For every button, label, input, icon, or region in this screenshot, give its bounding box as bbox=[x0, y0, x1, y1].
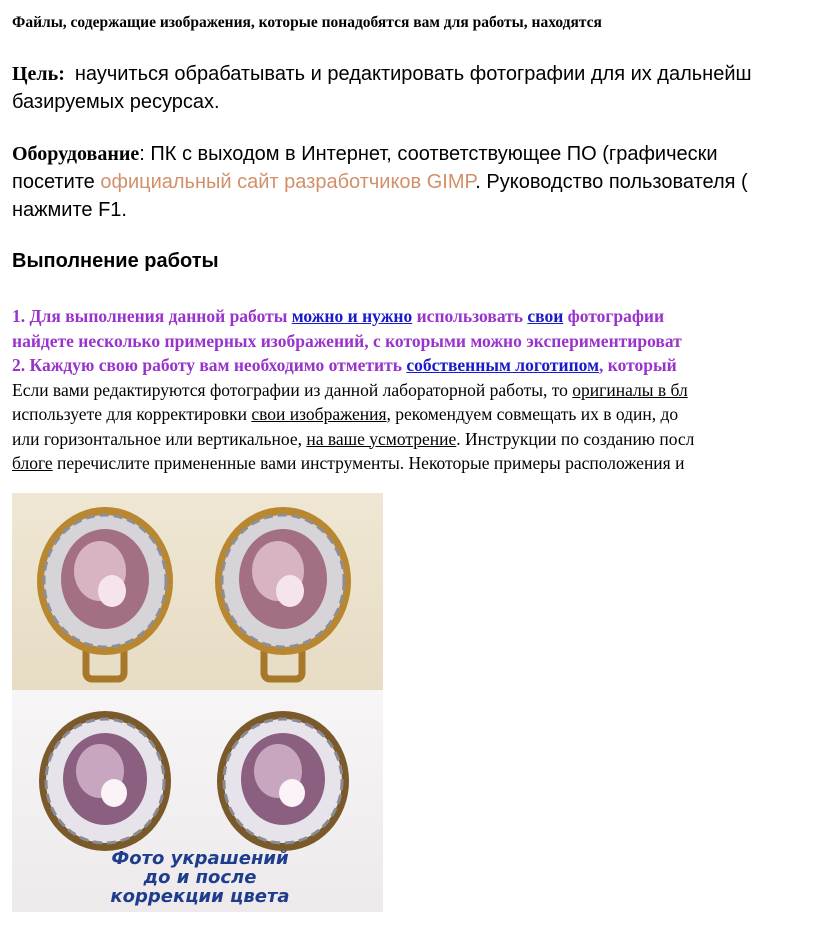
instruction-2-text-a: 2. Каждую свою работу вам необходимо отметить bbox=[12, 355, 402, 375]
instructions-block bbox=[12, 304, 694, 476]
earring-image-top-left bbox=[30, 501, 180, 686]
instruction-line5-text-a: используете для корректировки bbox=[12, 404, 247, 424]
instruction-1-text-c: фотографии bbox=[567, 306, 665, 326]
files-location-line: Файлы, содержащие изображения, которые понадобятся вам для работы, находятся bbox=[12, 14, 602, 31]
photo-caption-line3: коррекции цвета bbox=[110, 886, 290, 907]
instruction-line5-text-b: , рекомендуем совмещать их в один, до bbox=[386, 404, 679, 424]
section-heading: Выполнение работы bbox=[12, 250, 219, 272]
equipment-paragraph bbox=[12, 140, 748, 224]
equipment-visit-text: посетите bbox=[12, 171, 95, 193]
photo-caption bbox=[90, 849, 310, 906]
equipment-text-line3: нажмите F1. bbox=[12, 199, 127, 221]
equipment-manual-text: . Руководство пользователя ( bbox=[475, 171, 748, 193]
instruction-line6-text-b: . Инструкции по созданию посл bbox=[456, 428, 695, 449]
goal-label: Цель: bbox=[12, 63, 65, 85]
goal-text-line1: научиться обрабатывать и редактировать фотографии для их дальнейш bbox=[74, 63, 752, 85]
instruction-2-text-b: , который bbox=[599, 355, 677, 375]
instruction-line6-text-a: или горизонтальное или вертикальное, bbox=[12, 428, 302, 449]
instruction-1-text-b: использовать bbox=[416, 306, 523, 326]
earring-image-bottom-left bbox=[30, 705, 180, 860]
earring-image-bottom-right bbox=[208, 705, 358, 860]
instruction-1-line2: найдете несколько примерных изображений, с которыми можно экспериментироват bbox=[12, 330, 682, 351]
blog-underlined: блоге bbox=[12, 453, 53, 473]
goal-text-line2: базируемых ресурсах. bbox=[12, 91, 220, 113]
own-link[interactable]: свои bbox=[527, 306, 564, 326]
instruction-line4-text: Если вами редактируются фотографии из данной лабораторной работы, то bbox=[12, 379, 568, 400]
own-logo-link[interactable]: собственным логотипом bbox=[406, 355, 599, 375]
own-images-underlined: свои изображения bbox=[251, 404, 387, 424]
earrings-before-after-photo bbox=[12, 493, 383, 912]
can-and-should-link[interactable]: можно и нужно bbox=[291, 306, 413, 326]
gimp-site-link[interactable]: официальный сайт разработчиков GIMP bbox=[100, 171, 476, 193]
instruction-1-text-a: 1. Для выполнения данной работы bbox=[12, 306, 288, 326]
instruction-line7-text: перечислите примененные вами инструменты. Некоторые примеры расположения и bbox=[57, 453, 685, 473]
photo-caption-line1: Фото украшений bbox=[111, 848, 289, 869]
at-your-discretion-underlined: на ваше усмотрение bbox=[306, 428, 457, 449]
photo-caption-line2: до и после bbox=[143, 867, 257, 888]
originals-in-blog-underlined: оригиналы в бл bbox=[572, 379, 688, 400]
equipment-text-line1: : ПК с выходом в Интернет, соответствующее ПО (графически bbox=[139, 143, 718, 165]
earring-image-top-right bbox=[208, 501, 358, 686]
goal-paragraph bbox=[12, 60, 752, 116]
equipment-label: Оборудование bbox=[12, 143, 140, 165]
